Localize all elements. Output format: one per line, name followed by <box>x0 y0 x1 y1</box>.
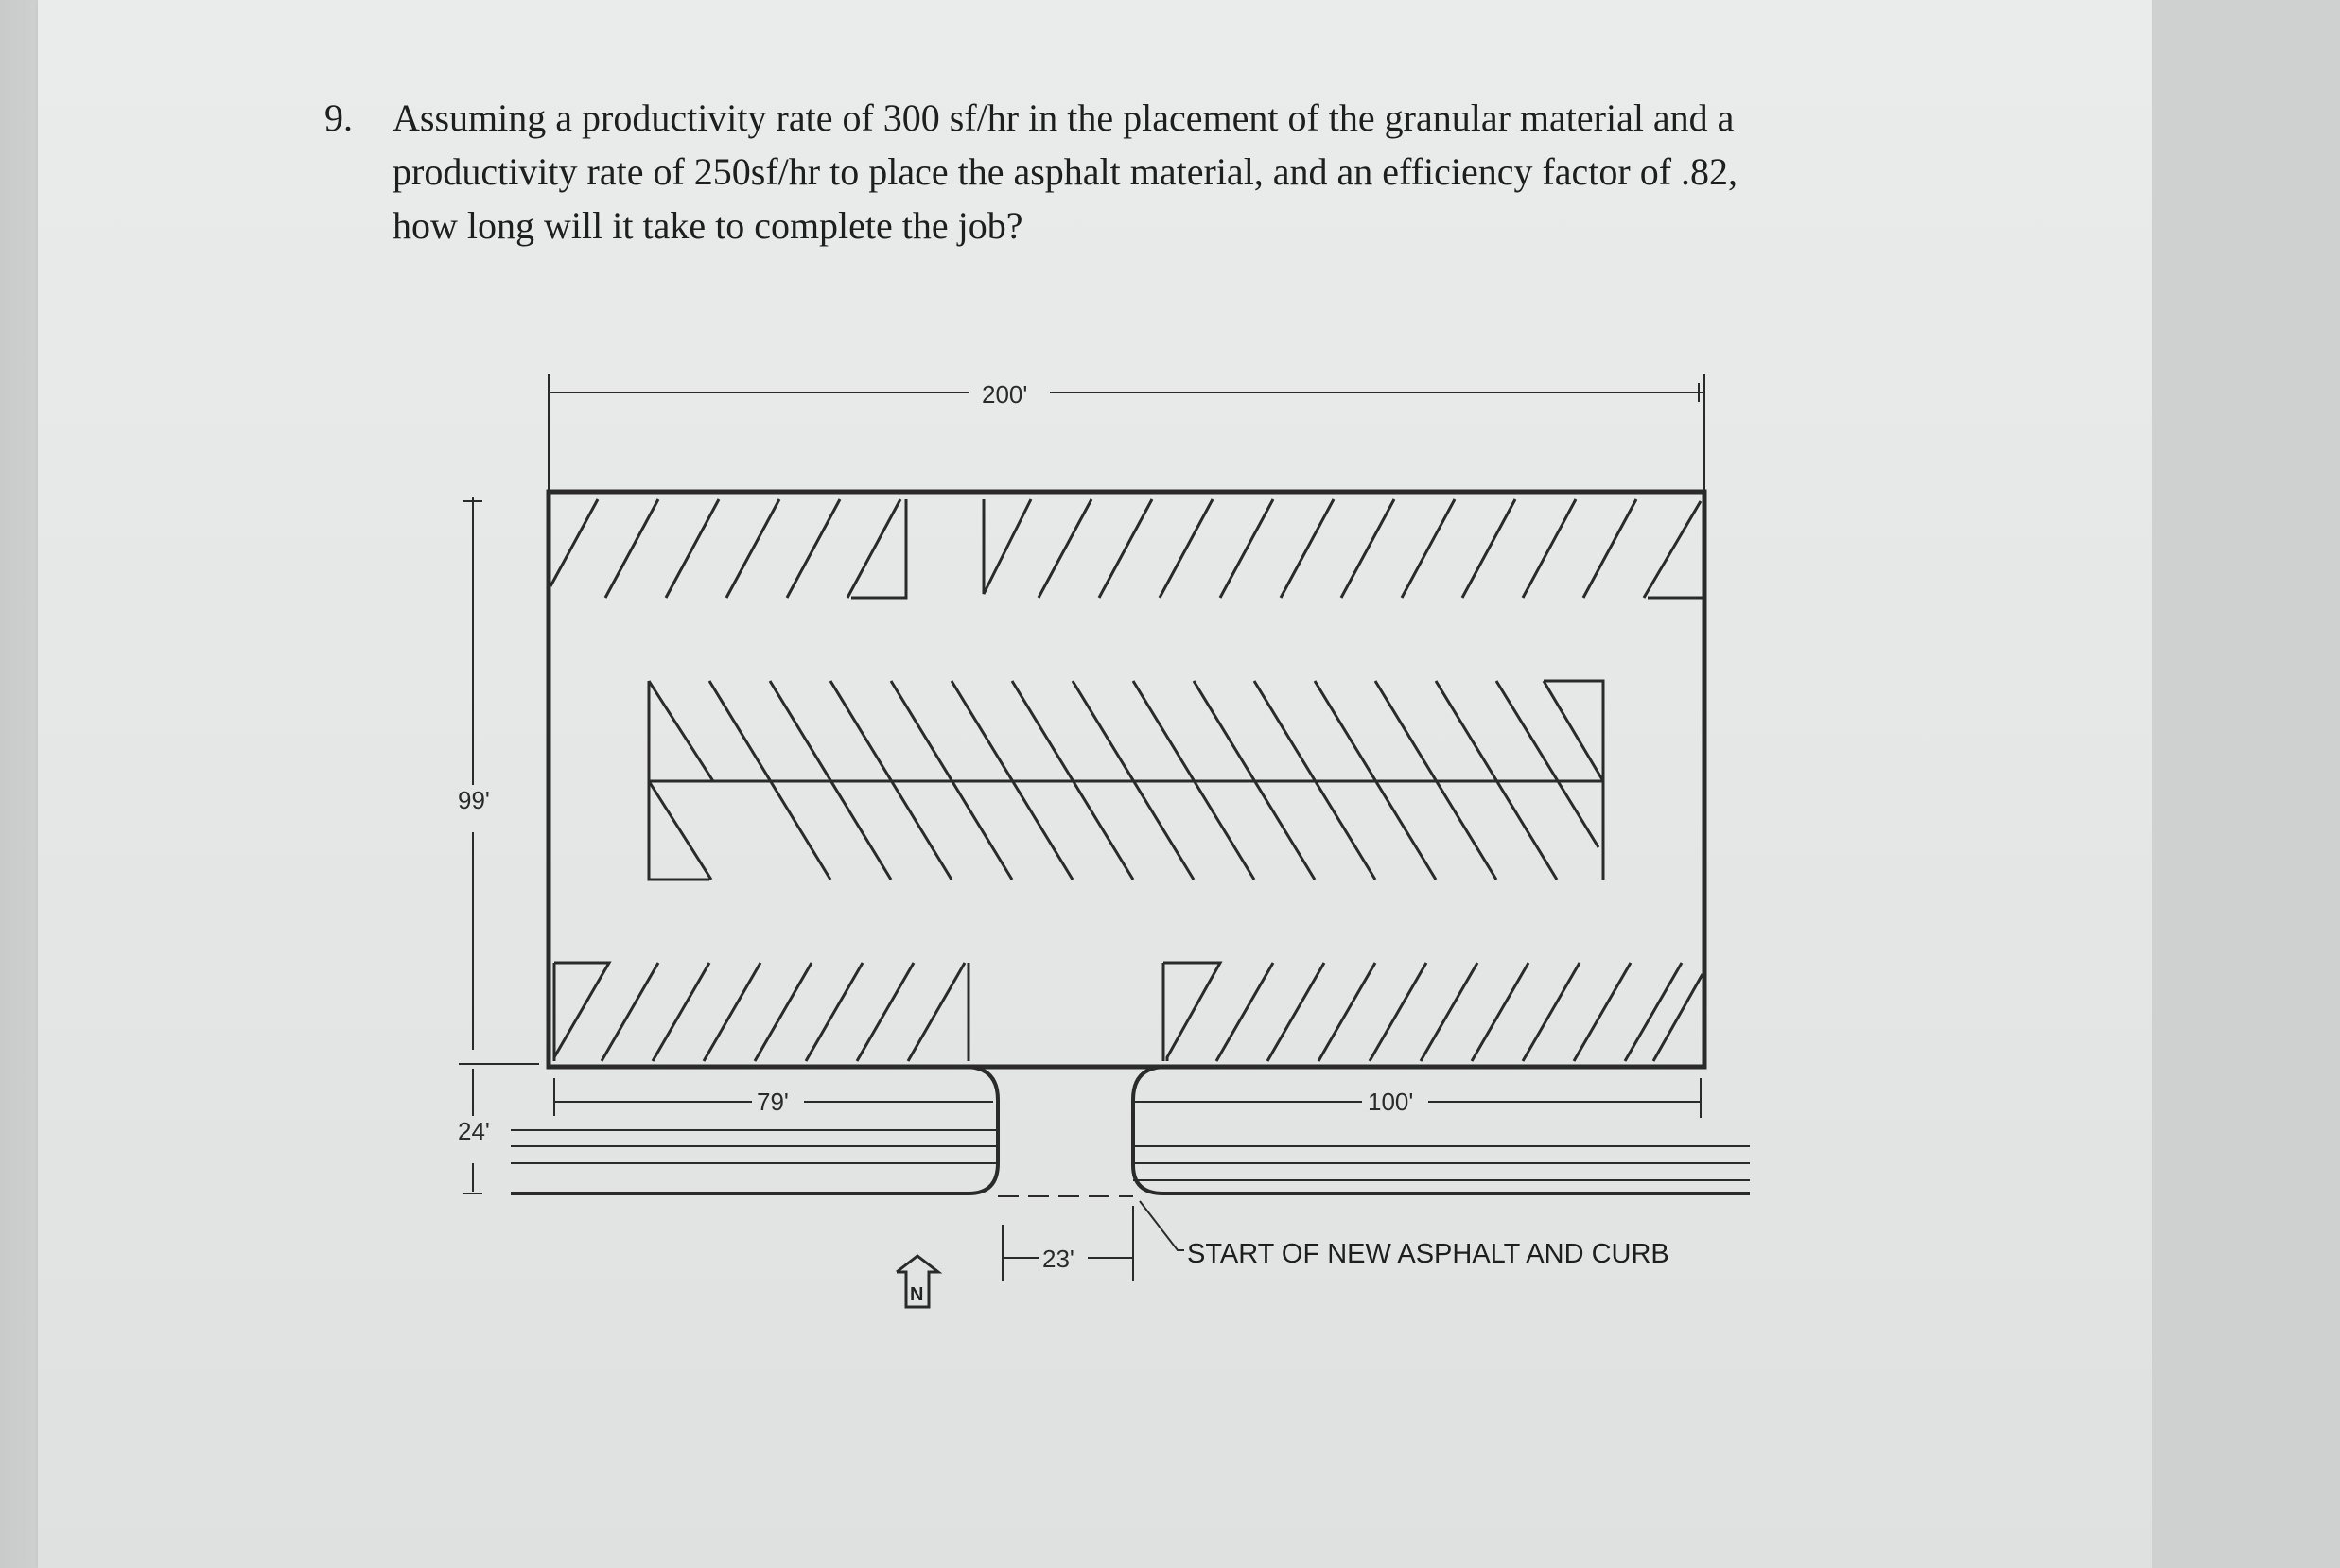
dimension-label-width: 200' <box>982 380 1028 409</box>
dimension-label-left-section: 79' <box>757 1088 789 1116</box>
dimension-label-right-section: 100' <box>1368 1088 1414 1116</box>
bottom-left-stall-stripes <box>554 963 969 1061</box>
asphalt-curb-note: START OF NEW ASPHALT AND CURB <box>1187 1239 1669 1269</box>
parking-lot-outline <box>549 492 1704 1067</box>
question-number: 9. <box>324 96 353 139</box>
question-line-3: how long will it take to complete the job? <box>393 204 1023 247</box>
dimension-line-depth <box>459 497 539 1193</box>
bottom-right-stall-stripes <box>1163 963 1703 1061</box>
note-leader-line <box>1140 1201 1184 1250</box>
dimension-label-entrance: 23' <box>1042 1245 1074 1273</box>
dimension-label-depth: 99' <box>458 786 490 814</box>
north-label: N <box>910 1284 924 1305</box>
question-line-1: Assuming a productivity rate of 300 sf/hr in the placement of the granular material and a <box>393 96 1735 139</box>
question-line-2: productivity rate of 250sf/hr to place the asphalt material, and an efficiency factor of .82, <box>393 150 1738 193</box>
dimension-label-entry-depth: 24' <box>458 1117 490 1145</box>
curb-right <box>1133 1067 1750 1193</box>
dimension-line-width <box>549 374 1704 492</box>
top-row-stall-stripes <box>550 499 1703 598</box>
dimension-line-right-section <box>1133 1078 1701 1118</box>
curb-left <box>511 1067 998 1193</box>
